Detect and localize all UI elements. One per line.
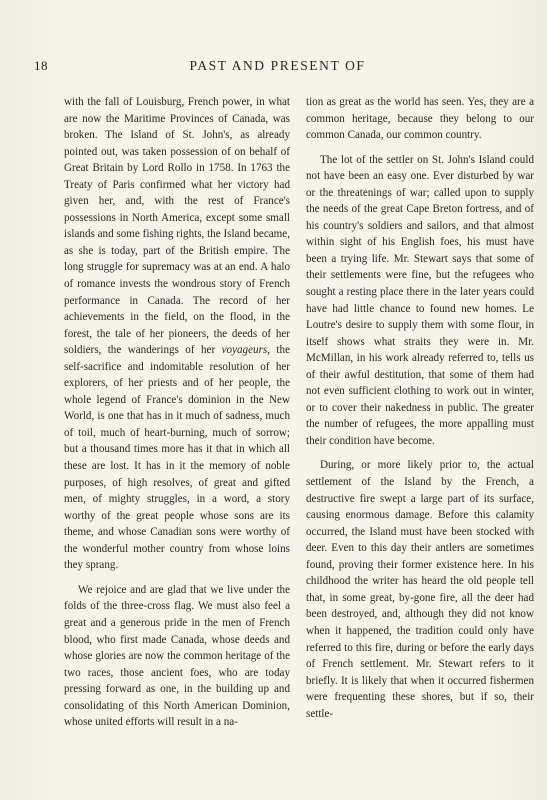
page-number: 18	[34, 58, 48, 73]
italic-term: voyageurs	[221, 344, 268, 357]
left-column	[64, 94, 290, 731]
paragraph-text: with the fall of Louisburg, French power, in what are now the Maritime Provinces of Canada, was broken. The Island of St. John's, as already pointed out, was taken possession of on behalf of Great Britain by Lord Rollo in 1758. In 1763 the Treaty of Paris confirmed what her victory had given her, and, with the rest of France's possessions in North America, except some small islands and some fishing rights, the Island became, as she is today, part of the British empire. The long struggle for supremacy was at an end. A halo of romance invests the wondrous story of French performance in Canada. The record of her achievements in the field, on the flood, in the forest, the tale of her pioneers, the deeds of her soldiers, the wanderings of her	[64, 96, 290, 357]
running-title: PAST AND PRESENT OF	[189, 58, 366, 73]
paragraph-settler-lot: The lot of the settler on St. John's Island could not have been an easy one. Ever disturbed by war or the threatenings of war; called upon to supply the needs of the great Cape Breton fortress, and of his country's soldiers and sailors, and that almost within sight of his English foes, his must have been a trying life. Mr. Stewart says that some of their settlements were fine, but the refugees who sought a resting place there in the later years could have had little chance to found new homes. Le Loutre's desire to supply them with some flour, in itself shows what straits they were in. Mr. McMillan, in his work already referred to, tells us of their awful destitution, that some of them had not even sufficient clothing to work out in winter, or to cover their nakedness in public. The greater the number of refugees, the more appalling must their condition have become.	[306, 153, 534, 447]
paragraph-continuation: tion as great as the world has seen. Yes, they are a common heritage, because they belong to our common Canada, our common country.	[306, 96, 534, 142]
paragraph-french-dominion	[64, 94, 290, 574]
paragraph-text: , the self-sacrifice and indomitable resolution of her explorers, of her priests and of her people, the whole legend of France's dominion in the New World, is one that has in it much of sadness, much of toil, much of heart-burning, much of sorrow; but a thousand times more has it that in which all these are lost. It has in it the memory of noble purposes, of high resolves, of great and gifted men, of mighty struggles, in a word, a story worthy of the great people whose sons are its theme, and whose Canadian sons were worthy of the wonderful mother country from whose loins they sprang.	[64, 344, 290, 572]
paragraph-three-cross-flag: We rejoice and are glad that we live under the folds of the three-cross flag. We must also feel a great and a generous pride in the men of French blood, who first made Canada, whose deeds and whose glories are now the common heritage of the two races, those ancient foes, who are today pressing forward as one, in the building up and consolidating of this North American Dominion, whose united efforts will result in a na-	[64, 583, 290, 729]
right-column	[306, 94, 534, 722]
paragraph-great-fire: During, or more likely prior to, the actual settlement of the Island by the French, a destructive fire swept a large part of its surface, causing enormous damage. Before this calamity occurred, the Island must have been stocked with deer. Even to this day their antlers are sometimes found, proving their former existence here. In his childhood the writer has heard the old people tell that, in some great, by-gone fire, all the deer had been destroyed, and, although they did not know when it happened, the tradition could only have referred to this fire, during or before the early days of French settlement. Mr. Stewart refers to it briefly. It is likely that when it occurred fishermen were frequenting these shores, but if so, their settle-	[306, 459, 534, 720]
page-header	[34, 58, 521, 80]
